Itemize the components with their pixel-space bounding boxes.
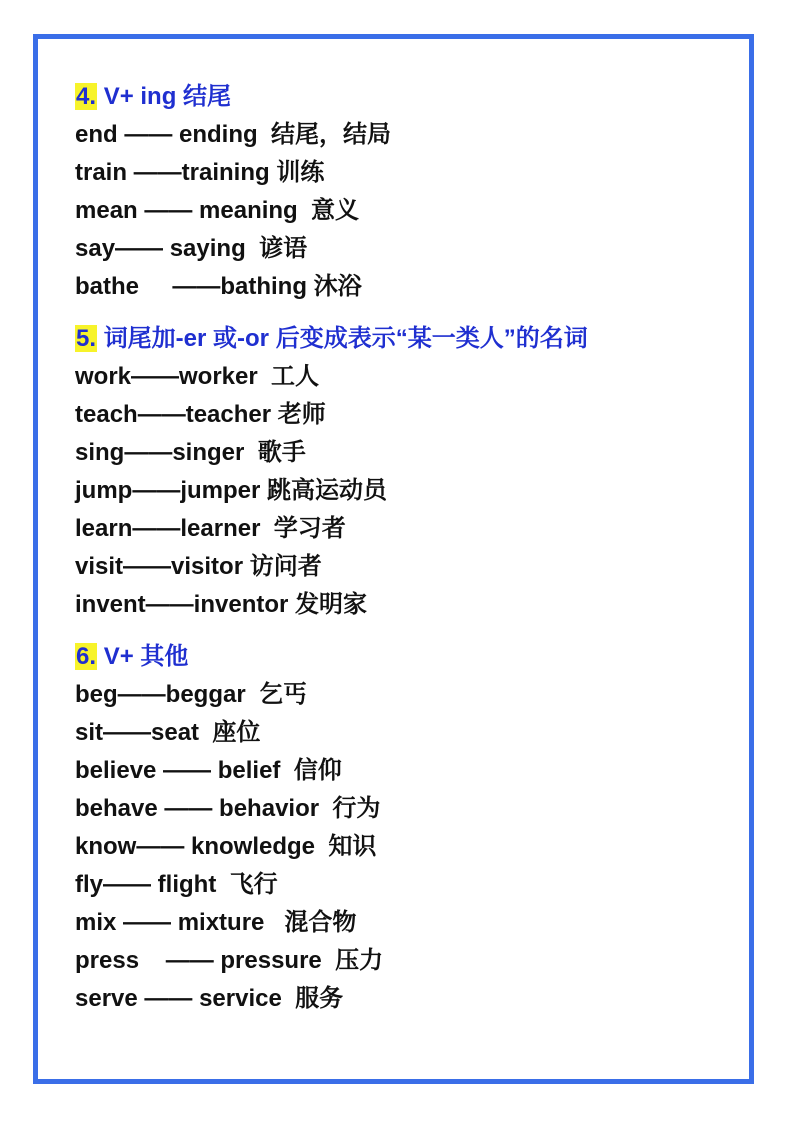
section-5 xyxy=(75,320,753,624)
section-number: 4. xyxy=(76,83,97,110)
word-pair: know—— knowledge 知识 xyxy=(75,833,377,860)
word-pair: mix —— mixture 混合物 xyxy=(75,909,357,936)
word-pair: serve —— service 服务 xyxy=(75,985,344,1012)
section-title: V+ 其他 xyxy=(103,643,189,670)
word-pair: end —— ending 结尾，结局 xyxy=(75,121,391,148)
word-pair: fly—— flight 飞行 xyxy=(75,871,278,898)
word-pair: invent——inventor 发明家 xyxy=(75,591,368,618)
word-pair: sit——seat 座位 xyxy=(75,719,261,746)
word-pair: visit——visitor 访问者 xyxy=(75,553,322,580)
word-pair: sing——singer 歌手 xyxy=(75,439,306,466)
word-pair: learn——learner 学习者 xyxy=(75,515,346,542)
section-title: V+ ing 结尾 xyxy=(103,83,232,110)
word-pair: press —— pressure 压力 xyxy=(75,947,384,974)
section-heading xyxy=(75,78,753,116)
section-heading xyxy=(75,638,753,676)
word-pair: say—— saying 谚语 xyxy=(75,235,308,262)
section-number: 5. xyxy=(76,325,97,352)
section-number: 6. xyxy=(76,643,97,670)
document-body xyxy=(75,78,753,1018)
word-pair: train ——training 训练 xyxy=(75,159,325,186)
word-pair: bathe ——bathing 沐浴 xyxy=(75,273,362,300)
section-heading xyxy=(75,320,753,358)
word-pair: jump——jumper 跳高运动员 xyxy=(75,477,388,504)
word-pair: behave —— behavior 行为 xyxy=(75,795,381,822)
section-6 xyxy=(75,638,753,1018)
section-title: 词尾加-er 或-or 后变成表示“某一类人”的名词 xyxy=(103,325,588,352)
word-pair: teach——teacher 老师 xyxy=(75,401,326,428)
section-4 xyxy=(75,78,753,306)
word-pair: mean —— meaning 意义 xyxy=(75,197,360,224)
word-pair: beg——beggar 乞丐 xyxy=(75,681,308,708)
word-pair: work——worker 工人 xyxy=(75,363,320,390)
word-pair: believe —— belief 信仰 xyxy=(75,757,342,784)
